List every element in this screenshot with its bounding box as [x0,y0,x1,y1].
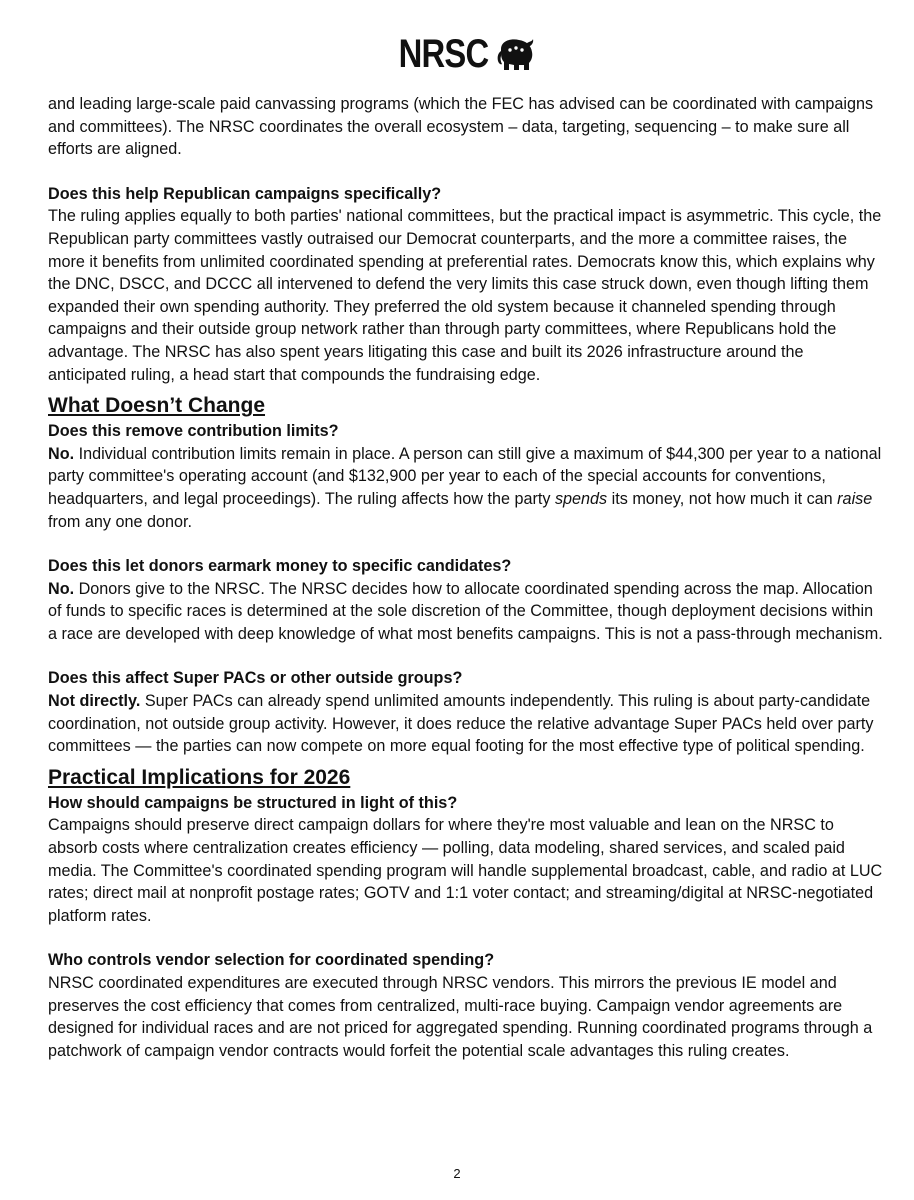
answer-lead: Not directly. [48,692,141,711]
emphasis-raise: raise [837,489,873,508]
page-number: 2 [453,1166,461,1181]
section-heading-practical-implications: Practical Implications for 2026 [48,765,351,789]
answer-lead: No. [48,444,75,463]
answer-earmark: No. Donors give to the NRSC. The NRSC decides how to allocate coordinated spending across the map. Allocation of funds to specific races is determined at the sole discretion of the Committee, though deployment decisions within a race are developed with deep knowledge of what most benefits campaigns. This is not a pass-through mechanism. [48,579,883,643]
question-super-pacs: Does this affect Super PACs or other outside groups? [48,669,463,688]
answer-campaign-structure: Campaigns should preserve direct campaign dollars for where they're most valuable and lean on the NRSC to absorb costs where centralization creates efficiency — polling, data modeling, shared services, and scaled paid media. The Committee's coordinated spending program will handle supplemental broadcast, cable, and radio at LUC rates; direct mail at nonprofit postage rates; GOTV and 1:1 voter contact; and streaming/digital at NRSC-negotiated platform rates. [48,816,883,925]
intro-paragraph: and leading large-scale paid canvassing programs (which the FEC has advised can be coordinated with campaigns and committees). The NRSC coordinates the overall ecosystem – data, targeting, sequencing – to make sure all efforts are aligned. [48,95,874,159]
nrsc-logo [0,34,914,74]
answer-republican-campaigns: The ruling applies equally to both parties' national committees, but the practical impact is asymmetric. This cycle, the Republican party committees vastly outraised our Democrat counterparts, and the more a committee raises, the more it benefits from unlimited coordinated spending at preferential rates. Democrats know this, which explains why the DNC, DSCC, and DCCC all intervened to defend the very limits this case struck down, even though lifting them expanded their own spending authority. They preferred the old system because it channeled spending through campaigns and their outside group network rather than through party committees, where Republicans hold the advantage. The NRSC has also spent years litigating this case and built its 2026 infrastructure around the anticipated ruling, a head start that compounds the fundraising edge. [48,207,882,384]
logo-text: NRSC [399,32,489,76]
question-vendor-selection: Who controls vendor selection for coordinated spending? [48,951,495,970]
question-contribution-limits: Does this remove contribution limits? [48,422,339,441]
document-body [48,93,883,1062]
answer-lead: No. [48,579,75,598]
question-republican-campaigns: Does this help Republican campaigns specifically? [48,184,442,203]
section-heading-what-doesnt-change: What Doesn’t Change [48,394,266,418]
question-campaign-structure: How should campaigns be structured in light of this? [48,793,458,812]
answer-super-pacs: Not directly. Super PACs can already spend unlimited amounts independently. This ruling is about party-candidate coordination, not outside group activity. However, it does reduce the relative advantage Super PACs held over party committees — the parties can now compete on more equal footing for the most effective type of political spending. [48,692,874,756]
elephant-icon [495,35,535,73]
answer-vendor-selection: NRSC coordinated expenditures are executed through NRSC vendors. This mirrors the previous IE model and preserves the cost efficiency that comes from centralized, multi-race buying. Campaign vendor agreements are designed for individual races and are not priced for aggregated spending. Running coordinated programs through a patchwork of campaign vendor contracts would forfeit the potential scale advantages this ruling creates. [48,974,873,1060]
question-earmark: Does this let donors earmark money to specific candidates? [48,557,512,576]
answer-contribution-limits: No. Individual contribution limits remain in place. A person can still give a maximum of $44,300 per year to a national party committee's operating account (and $132,900 per year to each of the special accounts for conventions, headquarters, and legal proceedings). The ruling affects how the party spends its money, not how much it can raise from any one donor. [48,444,882,531]
emphasis-spends: spends [554,489,608,508]
